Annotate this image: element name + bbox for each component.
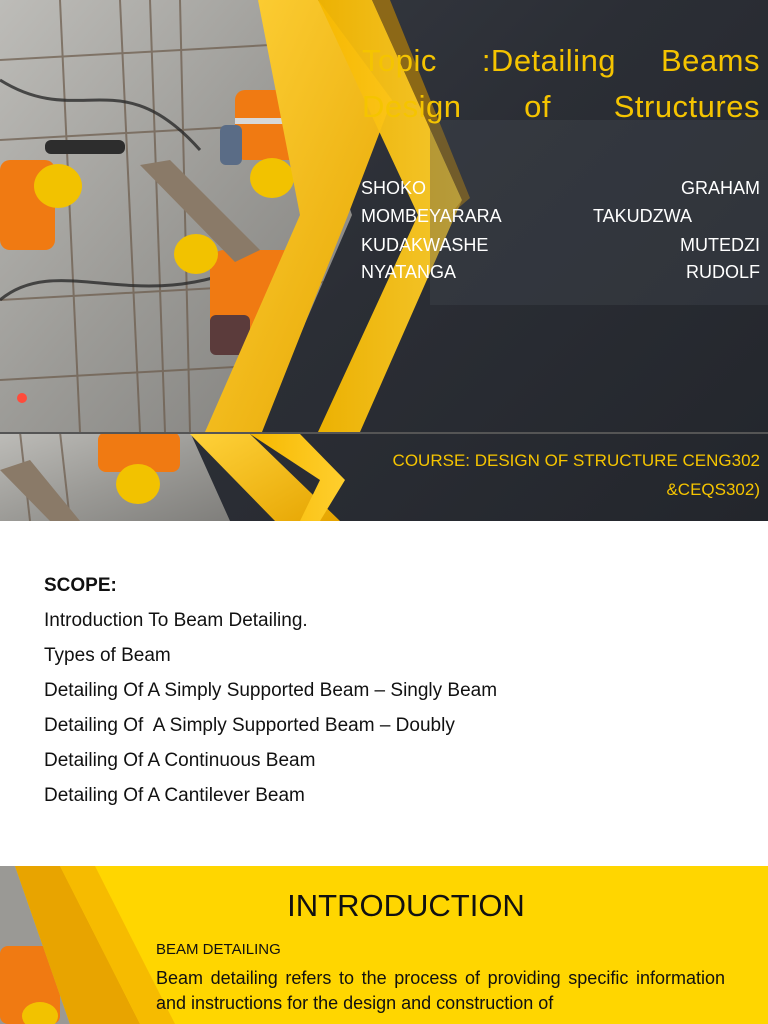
introduction-subheading: BEAM DETAILING — [156, 941, 281, 958]
scope-item: Types of Beam — [44, 645, 171, 666]
scope-item: Detailing Of A Simply Supported Beam – Doubly — [44, 715, 455, 736]
author-last-name: TAKUDZWA — [593, 206, 692, 226]
author-row — [361, 202, 760, 230]
introduction-slide — [0, 866, 768, 1024]
title-word: Structures — [613, 89, 760, 124]
author-last-name: MUTEDZI — [680, 235, 760, 255]
scope-item: Detailing Of A Simply Supported Beam – Singly Beam — [44, 680, 498, 701]
title-line-1 — [362, 38, 760, 84]
title-word: Design — [362, 89, 462, 124]
scope-item: Introduction To Beam Detailing. — [44, 610, 308, 631]
scope-item: Detailing Of A Cantilever Beam — [44, 785, 305, 806]
author-first-name: NYATANGA — [361, 262, 457, 282]
author-first-name: MOMBEYARARA — [361, 206, 502, 226]
author-first-name: SHOKO — [361, 178, 427, 198]
title-line-2 — [362, 84, 760, 130]
course-line-2: &CEQS302) — [666, 480, 760, 499]
scope-slide — [0, 521, 768, 866]
title-word: Beams — [661, 43, 760, 78]
introduction-body: Beam detailing refers to the process of providing specific information and instructions for the design and construction of — [156, 968, 725, 1013]
author-last-name: GRAHAM — [680, 178, 760, 198]
author-row — [361, 174, 760, 202]
course-line-1: COURSE: DESIGN OF STRUCTURE CENG302 — [392, 451, 760, 470]
author-last-name: RUDOLF — [685, 262, 760, 282]
scope-heading: SCOPE: — [44, 575, 117, 596]
title-word: Topic — [362, 43, 437, 78]
introduction-heading: INTRODUCTION — [287, 888, 525, 923]
scope-item: Detailing Of A Continuous Beam — [44, 750, 316, 771]
author-row — [361, 258, 760, 286]
author-row — [361, 231, 760, 259]
title-word: of — [524, 89, 552, 124]
title-word: :Detailing — [481, 43, 617, 78]
author-first-name: KUDAKWASHE — [361, 235, 489, 255]
